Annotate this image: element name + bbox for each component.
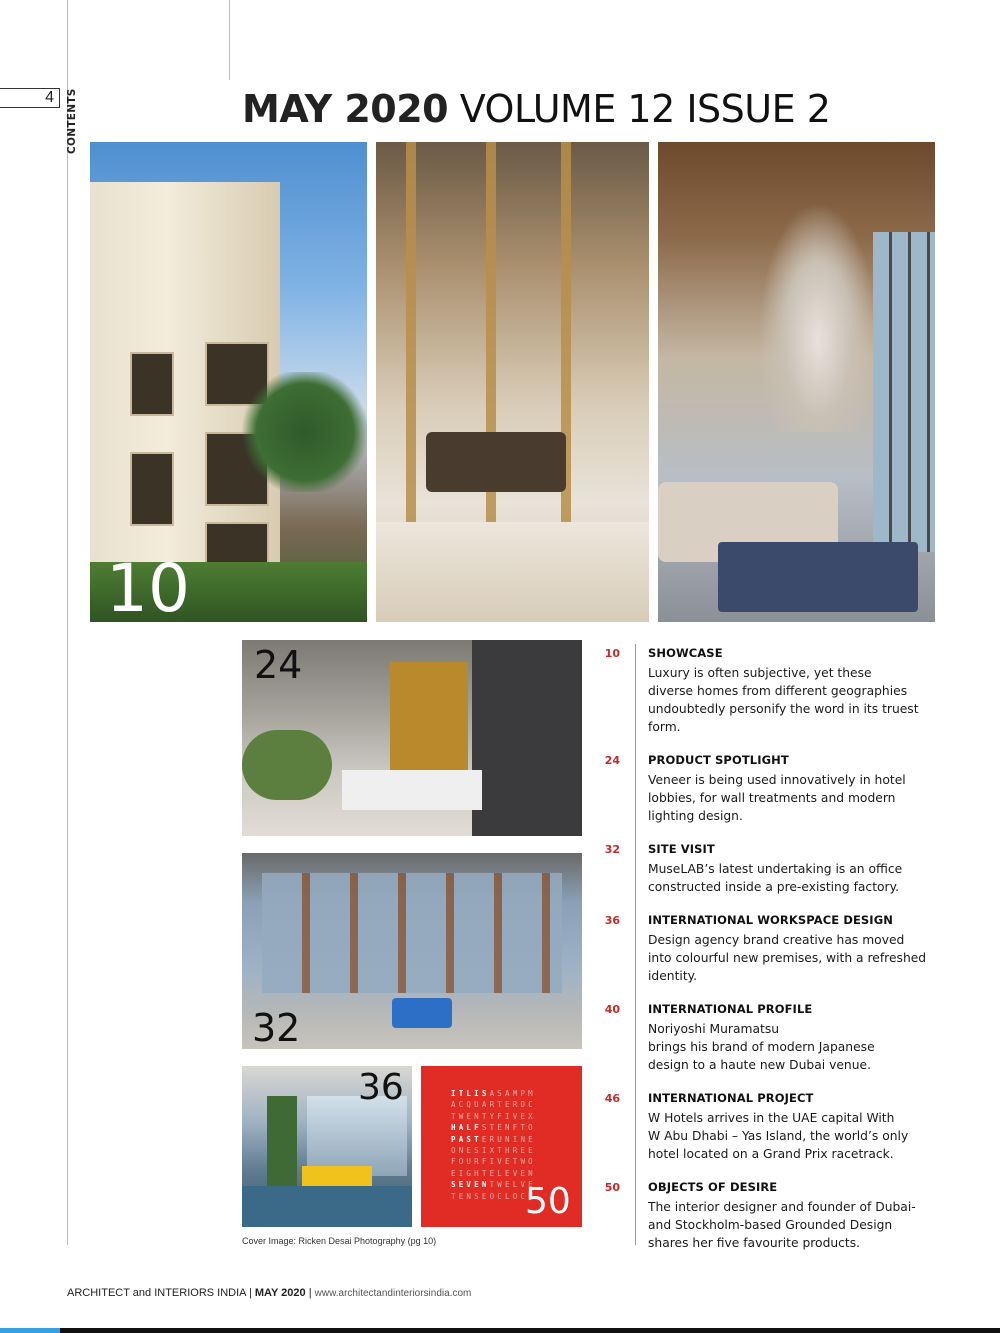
footer-separator: | — [245, 1287, 255, 1299]
entry-description — [648, 664, 936, 736]
description-line: hotel located on a Grand Prix racetrack. — [648, 1147, 894, 1161]
entry-description — [648, 1198, 936, 1252]
website-link[interactable]: www.architectandinteriorsindia.com — [314, 1288, 472, 1299]
description-line: form. — [648, 720, 681, 734]
entry-heading: INTERNATIONAL WORKSPACE DESIGN — [648, 913, 893, 927]
dark-wall — [472, 640, 582, 836]
section-label: CONTENTS — [66, 88, 78, 154]
thumbnail-page-50[interactable] — [421, 1066, 582, 1227]
description-line: W Hotels arrives in the UAE capital With — [648, 1111, 895, 1125]
entry-page-number: 40 — [604, 1003, 620, 1016]
footer-separator: | — [305, 1287, 315, 1299]
thumbnail-page-24[interactable] — [242, 640, 582, 836]
glass-windows — [873, 232, 935, 552]
description-line: undoubtedly personify the word in its truest — [648, 702, 919, 716]
description-line: and Stockholm-based Grounded Design — [648, 1218, 893, 1232]
entry-description — [648, 860, 936, 896]
thumbnail-number: 32 — [252, 1006, 301, 1049]
entry-description — [648, 1020, 936, 1074]
tree — [240, 372, 367, 492]
thumbnail-number: 24 — [254, 643, 303, 687]
facade-window — [130, 452, 174, 526]
clock-row: SEVEN — [451, 1180, 490, 1190]
footer-issue: MAY 2020 — [254, 1287, 306, 1299]
yellow-seat — [302, 1166, 372, 1186]
page-footer — [67, 1287, 471, 1299]
entry-heading: PRODUCT SPOTLIGHT — [648, 753, 789, 767]
description-line: Design agency brand creative has moved — [648, 933, 905, 947]
plants — [242, 730, 332, 800]
page-number: 4 — [0, 88, 60, 108]
entry-page-number: 24 — [604, 754, 620, 767]
rug — [718, 542, 918, 612]
description-line: design to a haute new Dubai venue. — [648, 1058, 871, 1072]
description-line: Noriyoshi Muramatsu — [648, 1022, 780, 1036]
thumbnail-page-32[interactable] — [242, 853, 582, 1049]
entry-page-number: 32 — [604, 843, 620, 856]
description-line: into colourful new premises, with a refreshed — [648, 951, 927, 965]
clock-row: FOURFIVETWO — [451, 1157, 536, 1167]
issue-date: MAY 2020 — [242, 87, 449, 131]
entry-heading: SITE VISIT — [648, 842, 715, 856]
entry-page-number: 50 — [604, 1181, 620, 1194]
entry-description — [648, 931, 936, 985]
blue-seating — [392, 998, 452, 1028]
clock-row: EIGHTELEVEN — [451, 1168, 536, 1178]
issue-volume: VOLUME 12 ISSUE 2 — [459, 87, 831, 131]
description-line: lobbies, for wall treatments and modern — [648, 791, 896, 805]
entry-page-number: 10 — [604, 647, 620, 660]
entry-heading: OBJECTS OF DESIRE — [648, 1180, 778, 1194]
thumbnail-number: 50 — [525, 1181, 571, 1222]
blue-floor — [242, 1186, 412, 1227]
clock-row: ACQUARTERDC — [451, 1100, 536, 1110]
bottom-rule — [0, 1328, 1000, 1333]
cover-credit: Cover Image: Ricken Desai Photography (pg 10) — [242, 1236, 437, 1246]
clock-row: TENSEOCLOCK — [451, 1191, 536, 1201]
hero-photo-interior-screen[interactable] — [376, 142, 649, 622]
entry-page-number: 36 — [604, 914, 620, 927]
entry-heading: INTERNATIONAL PROJECT — [648, 1091, 814, 1105]
description-line: shares her five favourite products. — [648, 1236, 861, 1250]
thumbnail-page-36[interactable] — [242, 1066, 412, 1227]
clock-row: ASAMPM — [489, 1089, 536, 1098]
left-margin-rule — [67, 0, 68, 1245]
description-line: Luxury is often subjective, yet these — [648, 666, 872, 680]
clock-row: HALF — [451, 1123, 482, 1133]
entry-description — [648, 1109, 936, 1163]
issue-title — [242, 84, 830, 134]
publication-name: ARCHITECT and INTERIORS INDIA — [67, 1287, 246, 1299]
hero-photo-living-room[interactable] — [658, 142, 935, 622]
office-bays — [262, 873, 562, 993]
description-line: brings his brand of modern Japanese — [648, 1040, 875, 1054]
entry-heading: SHOWCASE — [648, 646, 723, 660]
plant-wall — [267, 1096, 297, 1186]
marble-floor — [376, 522, 649, 622]
bottom-accent-bar — [0, 1328, 60, 1333]
sofa — [342, 770, 482, 810]
clock-row: ERUNINE — [481, 1134, 536, 1144]
description-line: W Abu Dhabi – Yas Island, the world’s only — [648, 1129, 909, 1143]
clock-row: ITLIS — [451, 1089, 490, 1098]
facade-window — [130, 352, 174, 416]
description-line: MuseLAB’s latest undertaking is an office — [648, 862, 903, 876]
entry-description — [648, 771, 936, 825]
city-window — [307, 1096, 407, 1176]
description-line: diverse homes from different geographies — [648, 684, 908, 698]
sofa — [426, 432, 566, 492]
description-line: identity. — [648, 969, 698, 983]
chandelier — [758, 202, 878, 432]
description-line: constructed inside a pre-existing factory. — [648, 880, 900, 894]
inner-margin-rule — [229, 0, 230, 80]
hero-photo-exterior[interactable] — [90, 142, 367, 622]
description-line: The interior designer and founder of Dubai- — [648, 1200, 916, 1214]
contents-divider — [635, 644, 636, 1245]
clock-row: STENFTO — [481, 1123, 536, 1133]
clock-row: PAST — [451, 1134, 482, 1144]
clock-row: TWENTYFIVEX — [451, 1111, 536, 1121]
hero-page-number: 10 — [106, 550, 190, 622]
clock-row: ONESIXTHREE — [451, 1146, 536, 1156]
description-line: Veneer is being used innovatively in hotel — [648, 773, 906, 787]
entry-page-number: 46 — [604, 1092, 620, 1105]
clock-row: TWELVE — [489, 1180, 536, 1190]
thumbnail-number: 36 — [358, 1067, 404, 1108]
entry-heading: INTERNATIONAL PROFILE — [648, 1002, 813, 1016]
description-line: lighting design. — [648, 809, 743, 823]
